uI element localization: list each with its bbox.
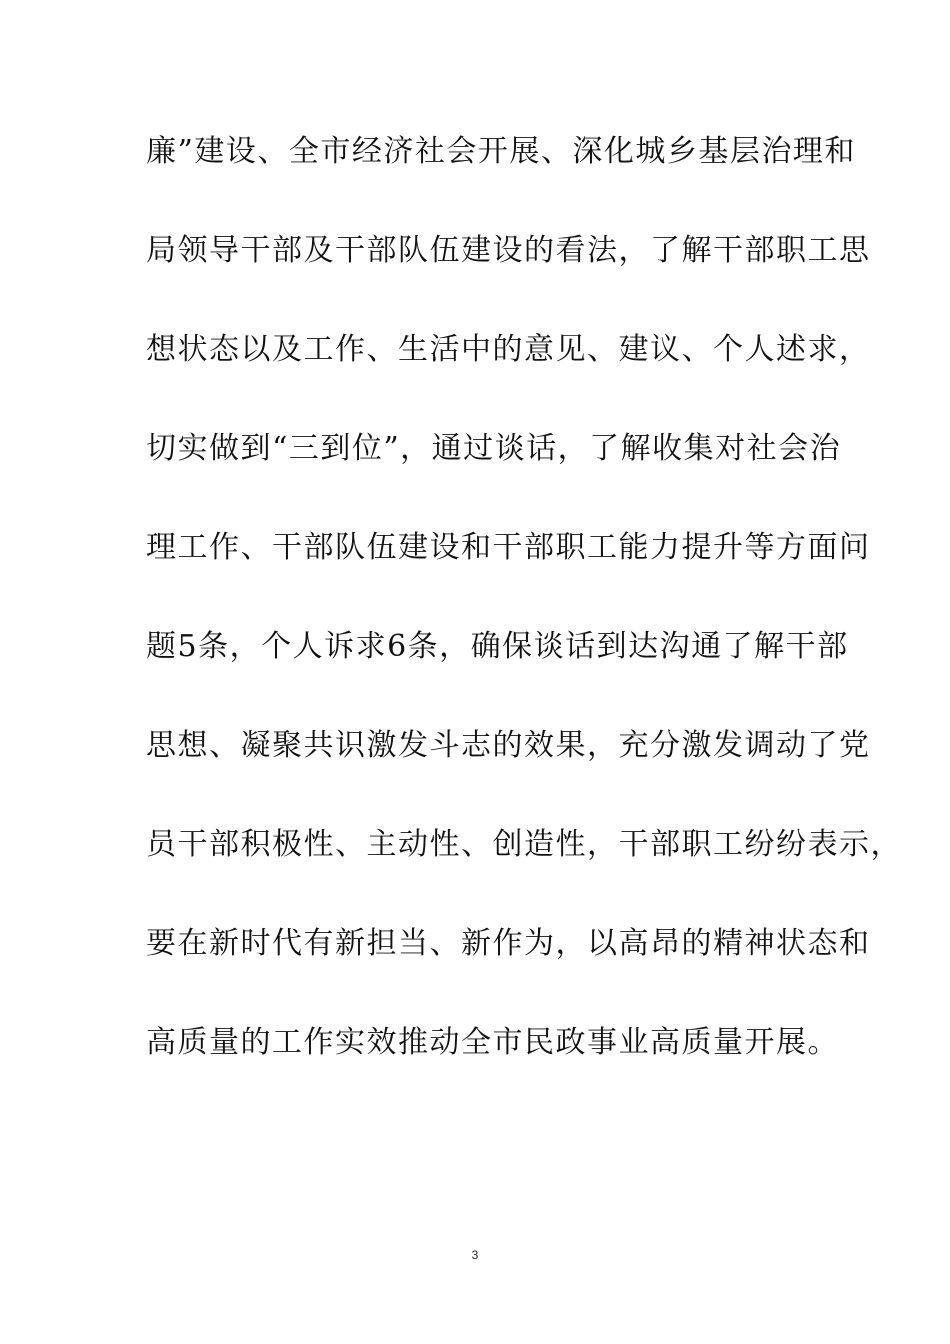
- text-line: 切实做到“三到位”，通过谈话，了解收集对社会治: [146, 431, 842, 466]
- text-line: 廉”建设、全市经济社会开展、深化城乡基层治理和: [146, 134, 856, 169]
- text-line: 思想、凝聚共识激发斗志的效果，充分激发调动了党: [146, 728, 871, 763]
- text-line: 局领导干部及干部队伍建设的看法，了解干部职工思: [146, 233, 871, 268]
- text-line: 想状态以及工作、生活中的意见、建议、个人述求，: [146, 332, 871, 367]
- text-line: 题5条，个人诉求6条，确保谈话到达沟通了解干部: [146, 629, 849, 664]
- text-line: 理工作、干部队伍建设和干部职工能力提升等方面问: [146, 530, 871, 565]
- text-line: 高质量的工作实效推动全市民政事业高质量开展。: [146, 1025, 839, 1060]
- text-line: 员干部积极性、主动性、创造性，干部职工纷纷表示，: [146, 827, 902, 862]
- body-text: [146, 124, 902, 1114]
- page-number: 3: [471, 1248, 479, 1262]
- text-line: 要在新时代有新担当、新作为，以高昂的精神状态和: [146, 926, 871, 961]
